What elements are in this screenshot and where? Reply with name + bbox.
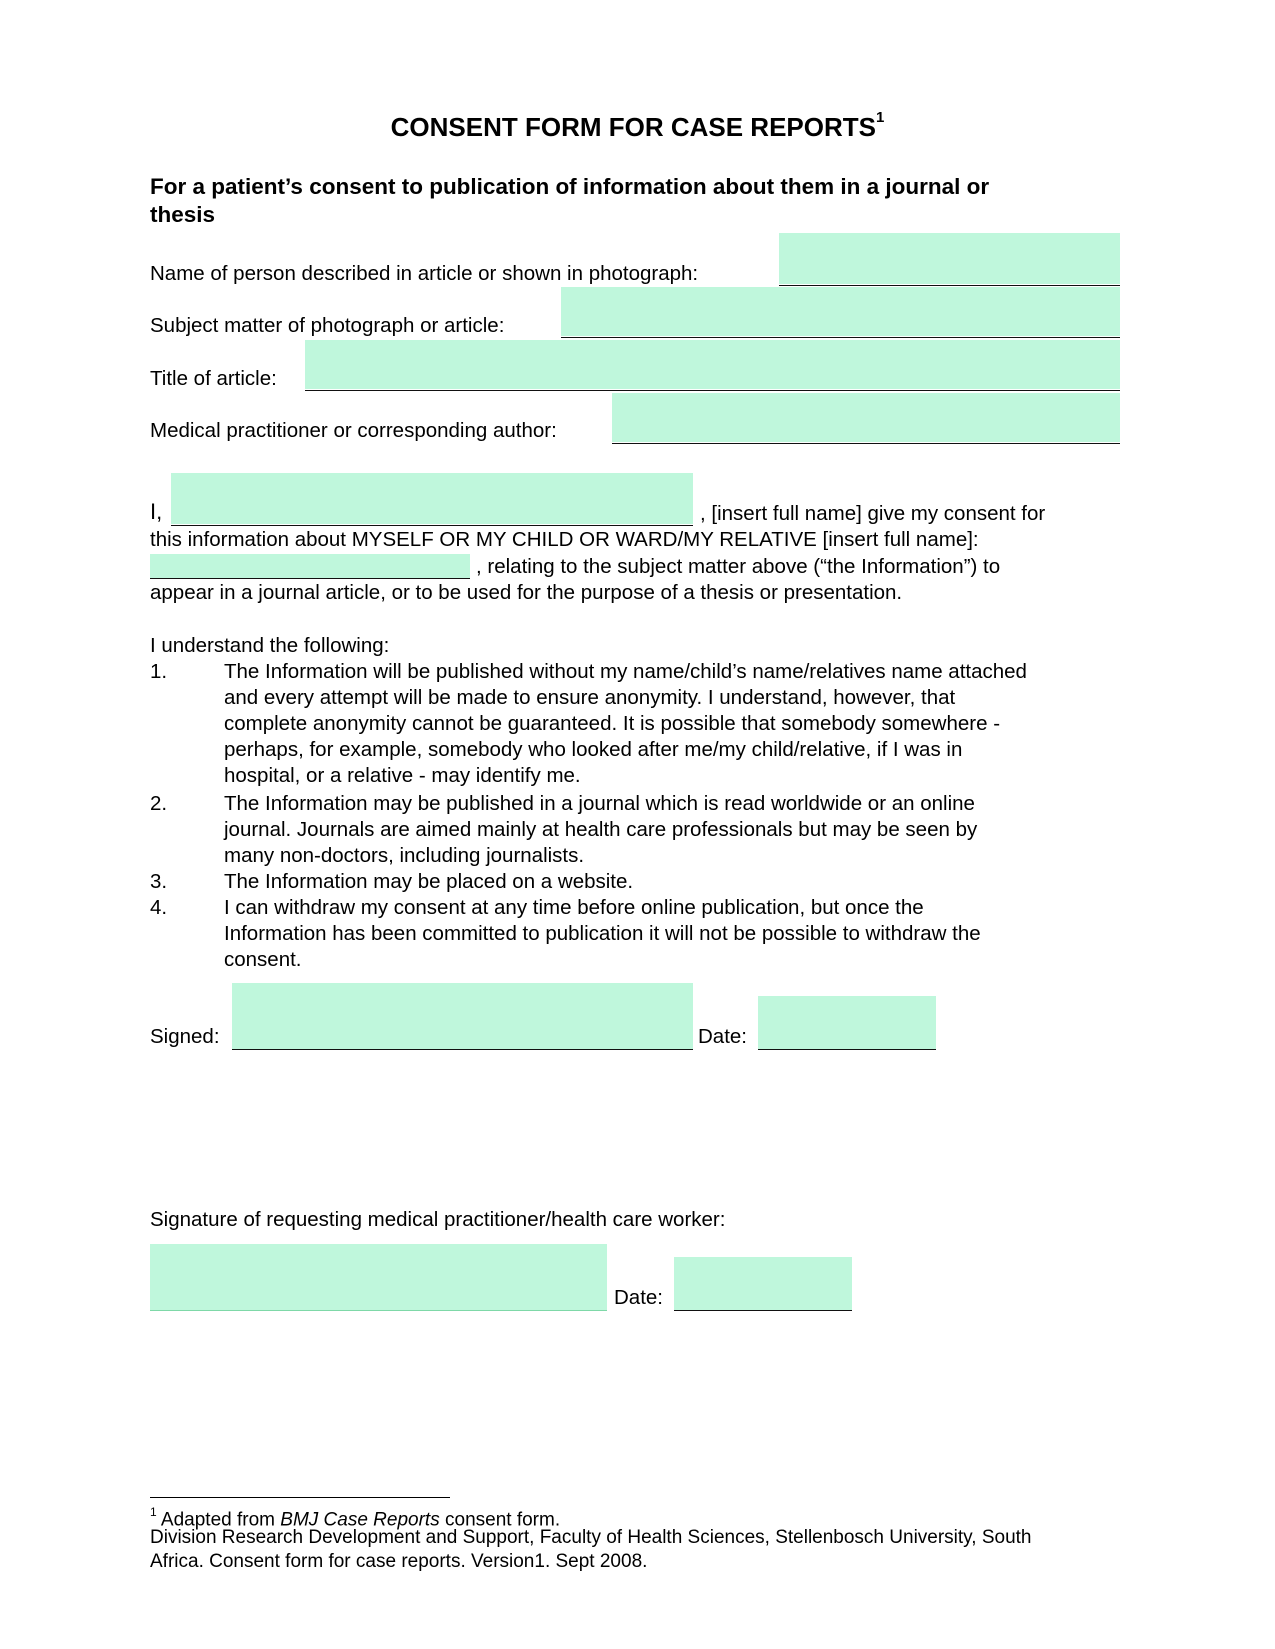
item-2-number: 2. bbox=[150, 792, 168, 815]
subject-matter-label: Subject matter of photograph or article: bbox=[150, 314, 505, 337]
practitioner-label: Medical practitioner or corresponding author: bbox=[150, 419, 557, 442]
signed-date-field[interactable] bbox=[758, 996, 936, 1049]
understand-heading: I understand the following: bbox=[150, 634, 390, 657]
practitioner-signature-underline bbox=[150, 1310, 607, 1311]
footnote-post: consent form. bbox=[439, 1509, 561, 1531]
signed-underline bbox=[232, 1049, 693, 1050]
consent-line-4: appear in a journal article, or to be used for the purpose of a thesis or presentation. bbox=[150, 581, 903, 604]
item-3-line-1: The Information may be placed on a website. bbox=[224, 870, 634, 893]
practitioner-field[interactable] bbox=[612, 393, 1120, 442]
item-4-number: 4. bbox=[150, 896, 168, 919]
footnote-italic: BMJ Case Reports bbox=[280, 1509, 440, 1531]
footnote-mark: 1 bbox=[150, 1505, 157, 1519]
article-title-field[interactable] bbox=[305, 340, 1120, 389]
signed-field[interactable] bbox=[232, 983, 693, 1049]
item-1-line-5: hospital, or a relative - may identify me. bbox=[224, 764, 581, 787]
title-footnote-mark: 1 bbox=[876, 109, 885, 127]
footnote-pre: Adapted from bbox=[160, 1509, 281, 1531]
consent-line-1-suffix: , [insert full name] give my consent for bbox=[700, 502, 1046, 525]
consent-line-2: this information about MYSELF OR MY CHILD OR WARD/MY RELATIVE [insert full name]: bbox=[150, 528, 979, 551]
signed-date-underline bbox=[758, 1049, 936, 1050]
title-text: CONSENT FORM FOR CASE REPORTS bbox=[390, 112, 876, 142]
item-1-line-3: complete anonymity cannot be guaranteed. It is possible that somebody somewhere - bbox=[224, 712, 1001, 735]
person-name-label: Name of person described in article or shown in photograph: bbox=[150, 262, 699, 285]
item-2-line-3: many non-doctors, including journalists. bbox=[224, 844, 585, 867]
article-title-label: Title of article: bbox=[150, 367, 277, 390]
consent-line-3-suffix: , relating to the subject matter above (“the Information”) to bbox=[476, 555, 1001, 578]
relative-name-field[interactable] bbox=[150, 554, 470, 578]
practitioner-date-label: Date: bbox=[614, 1286, 663, 1309]
practitioner-underline bbox=[612, 443, 1120, 444]
item-2-line-2: journal. Journals are aimed mainly at health care professionals but may be seen by bbox=[224, 818, 978, 841]
footnote-line-3: Africa. Consent form for case reports. Version1. Sept 2008. bbox=[150, 1551, 648, 1572]
article-title-underline bbox=[305, 390, 1120, 391]
requesting-signature-label: Signature of requesting medical practitioner/health care worker: bbox=[150, 1208, 726, 1231]
relative-name-underline bbox=[150, 578, 470, 579]
consent-i-prefix: I, bbox=[150, 499, 163, 524]
full-name-underline bbox=[171, 525, 693, 526]
item-1-line-4: perhaps, for example, somebody who looked after me/my child/relative, if I was in bbox=[224, 738, 963, 761]
footnote-line-2: Division Research Development and Support, Faculty of Health Sciences, Stellenbosch University, South bbox=[150, 1527, 1032, 1548]
practitioner-date-underline bbox=[674, 1310, 852, 1311]
subtitle bbox=[150, 173, 989, 229]
subject-matter-underline bbox=[561, 337, 1120, 338]
item-2-line-1: The Information may be published in a journal which is read worldwide or an online bbox=[224, 792, 975, 815]
item-1-number: 1. bbox=[150, 660, 168, 683]
subtitle-line-2: thesis bbox=[150, 202, 216, 227]
person-name-underline bbox=[779, 285, 1120, 286]
page-title bbox=[0, 109, 1275, 143]
item-4-line-3: consent. bbox=[224, 948, 302, 971]
subject-matter-field[interactable] bbox=[561, 287, 1120, 336]
practitioner-signature-field[interactable] bbox=[150, 1244, 607, 1310]
footnote-separator bbox=[150, 1497, 450, 1498]
item-4-line-1: I can withdraw my consent at any time before online publication, but once the bbox=[224, 896, 924, 919]
subtitle-line-1: For a patient’s consent to publication of information about them in a journal or bbox=[150, 174, 990, 199]
signed-label: Signed: bbox=[150, 1025, 220, 1048]
full-name-field[interactable] bbox=[171, 473, 693, 524]
item-1-line-1: The Information will be published without my name/child’s name/relatives name attached bbox=[224, 660, 1027, 683]
item-1-line-2: and every attempt will be made to ensure anonymity. I understand, however, that bbox=[224, 686, 956, 709]
person-name-field[interactable] bbox=[779, 233, 1120, 284]
item-3-number: 3. bbox=[150, 870, 168, 893]
practitioner-date-field[interactable] bbox=[674, 1257, 852, 1310]
item-4-line-2: Information has been committed to publication it will not be possible to withdraw the bbox=[224, 922, 981, 945]
signed-date-label: Date: bbox=[698, 1025, 747, 1048]
